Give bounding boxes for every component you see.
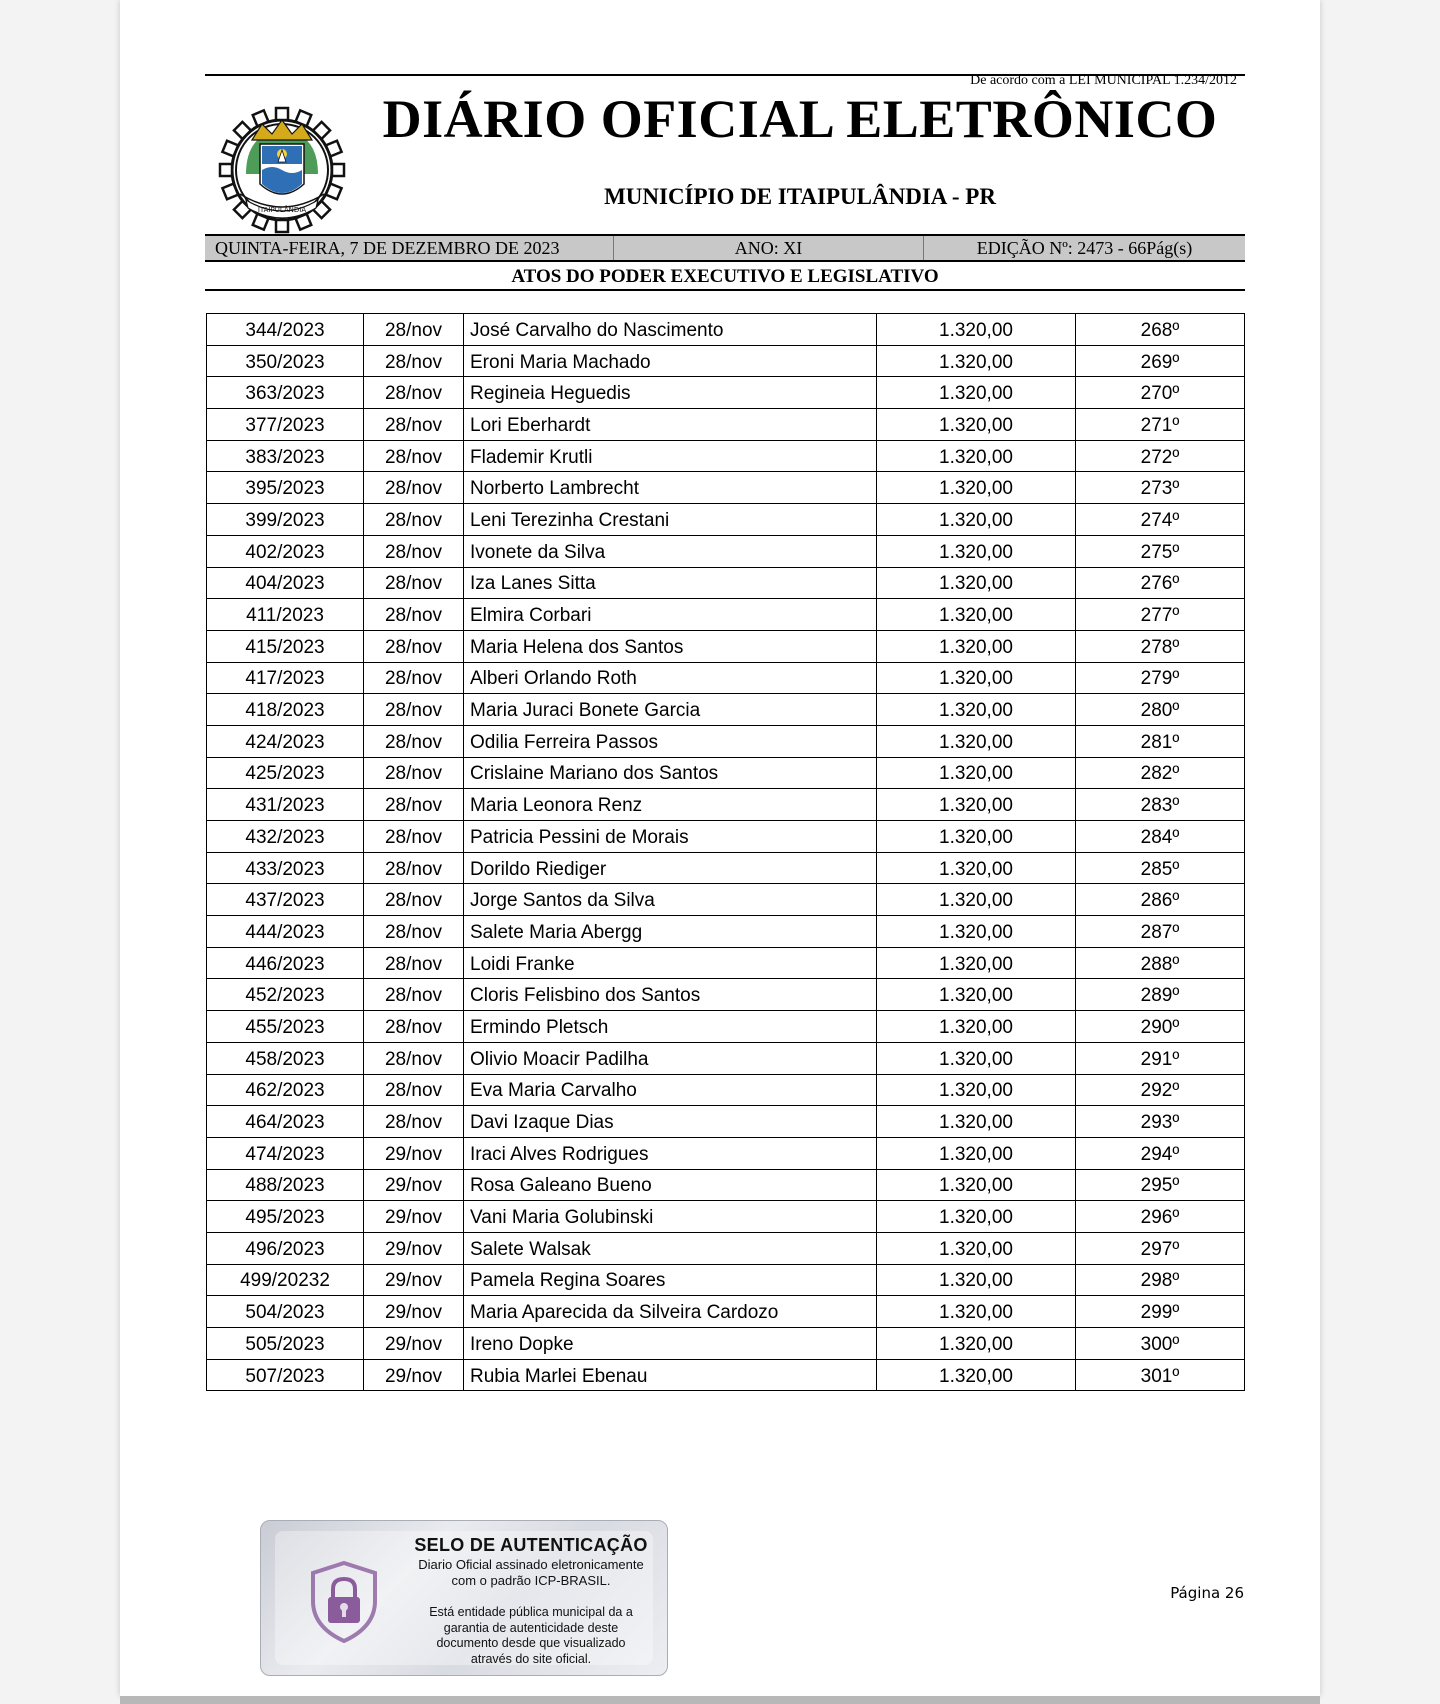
record-name: Maria Helena dos Santos [464, 630, 877, 662]
record-value: 1.320,00 [877, 662, 1076, 694]
record-date: 28/nov [364, 725, 464, 757]
table-row [207, 1296, 1245, 1328]
record-number: 496/2023 [207, 1232, 364, 1264]
record-date: 28/nov [364, 345, 464, 377]
record-value: 1.320,00 [877, 630, 1076, 662]
record-number: 424/2023 [207, 725, 364, 757]
record-name: Pamela Regina Soares [464, 1264, 877, 1296]
record-order: 293º [1076, 1106, 1245, 1138]
record-order: 295º [1076, 1169, 1245, 1201]
record-order: 271º [1076, 409, 1245, 441]
record-order: 285º [1076, 852, 1245, 884]
record-order: 277º [1076, 599, 1245, 631]
record-name: Ireno Dopke [464, 1328, 877, 1360]
table-row [207, 757, 1245, 789]
record-value: 1.320,00 [877, 821, 1076, 853]
record-date: 29/nov [364, 1359, 464, 1391]
record-number: 344/2023 [207, 314, 364, 346]
table-row [207, 567, 1245, 599]
record-number: 433/2023 [207, 852, 364, 884]
record-number: 350/2023 [207, 345, 364, 377]
record-number: 377/2023 [207, 409, 364, 441]
municipal-coat-of-arms-icon [216, 104, 348, 236]
record-value: 1.320,00 [877, 504, 1076, 536]
record-name: Alberi Orlando Roth [464, 662, 877, 694]
edition-number: EDIÇÃO Nº: 2473 - 66Pág(s) [976, 237, 1193, 258]
page-title: DIÁRIO OFICIAL ELETRÔNICO [382, 89, 1218, 149]
table-row [207, 979, 1245, 1011]
record-value: 1.320,00 [877, 567, 1076, 599]
record-value: 1.320,00 [877, 345, 1076, 377]
table-row [207, 1137, 1245, 1169]
table-row [207, 821, 1245, 853]
record-name: Norberto Lambrecht [464, 472, 877, 504]
record-date: 28/nov [364, 440, 464, 472]
record-value: 1.320,00 [877, 1042, 1076, 1074]
section-title: ATOS DO PODER EXECUTIVO E LEGISLATIVO [511, 266, 939, 287]
record-value: 1.320,00 [877, 314, 1076, 346]
record-value: 1.320,00 [877, 1296, 1076, 1328]
seal-body-text: Está entidade pública municipal da a garantia de autenticidade deste documento desde que visualizado através do site oficial. [429, 1605, 633, 1666]
padlock-shield-icon [309, 1561, 379, 1643]
record-value: 1.320,00 [877, 535, 1076, 567]
table-row [207, 314, 1245, 346]
record-date: 28/nov [364, 694, 464, 726]
record-name: Odilia Ferreira Passos [464, 725, 877, 757]
record-value: 1.320,00 [877, 440, 1076, 472]
record-name: Elmira Corbari [464, 599, 877, 631]
table-row [207, 852, 1245, 884]
record-order: 296º [1076, 1201, 1245, 1233]
section-rule [205, 289, 1245, 291]
record-date: 28/nov [364, 821, 464, 853]
table-row [207, 1169, 1245, 1201]
record-value: 1.320,00 [877, 1137, 1076, 1169]
table-row [207, 504, 1245, 536]
record-value: 1.320,00 [877, 757, 1076, 789]
record-number: 488/2023 [207, 1169, 364, 1201]
table-row [207, 1011, 1245, 1043]
record-value: 1.320,00 [877, 1011, 1076, 1043]
record-name: Cloris Felisbino dos Santos [464, 979, 877, 1011]
table-row [207, 1042, 1245, 1074]
record-value: 1.320,00 [877, 1232, 1076, 1264]
record-number: 458/2023 [207, 1042, 364, 1074]
record-value: 1.320,00 [877, 789, 1076, 821]
record-name: José Carvalho do Nascimento [464, 314, 877, 346]
record-date: 28/nov [364, 884, 464, 916]
record-number: 399/2023 [207, 504, 364, 536]
table-row [207, 1264, 1245, 1296]
record-name: Ivonete da Silva [464, 535, 877, 567]
record-value: 1.320,00 [877, 1264, 1076, 1296]
record-order: 279º [1076, 662, 1245, 694]
page-number: Página 26 [1170, 1584, 1244, 1602]
record-number: 444/2023 [207, 916, 364, 948]
record-order: 294º [1076, 1137, 1245, 1169]
record-date: 28/nov [364, 789, 464, 821]
record-number: 431/2023 [207, 789, 364, 821]
record-number: 383/2023 [207, 440, 364, 472]
record-value: 1.320,00 [877, 884, 1076, 916]
edition-year: ANO: XI [614, 236, 924, 260]
record-order: 280º [1076, 694, 1245, 726]
record-number: 452/2023 [207, 979, 364, 1011]
record-name: Leni Terezinha Crestani [464, 504, 877, 536]
record-name: Crislaine Mariano dos Santos [464, 757, 877, 789]
record-order: 298º [1076, 1264, 1245, 1296]
record-date: 28/nov [364, 535, 464, 567]
record-date: 28/nov [364, 947, 464, 979]
record-value: 1.320,00 [877, 599, 1076, 631]
record-number: 464/2023 [207, 1106, 364, 1138]
record-name: Eroni Maria Machado [464, 345, 877, 377]
record-date: 29/nov [364, 1296, 464, 1328]
record-value: 1.320,00 [877, 852, 1076, 884]
record-date: 29/nov [364, 1201, 464, 1233]
record-number: 495/2023 [207, 1201, 364, 1233]
record-date: 29/nov [364, 1169, 464, 1201]
table-row [207, 630, 1245, 662]
record-date: 28/nov [364, 377, 464, 409]
records-table [206, 313, 1245, 1391]
record-number: 437/2023 [207, 884, 364, 916]
record-date: 28/nov [364, 852, 464, 884]
record-date: 28/nov [364, 1011, 464, 1043]
record-order: 301º [1076, 1359, 1245, 1391]
record-value: 1.320,00 [877, 1106, 1076, 1138]
record-order: 290º [1076, 1011, 1245, 1043]
record-name: Rubia Marlei Ebenau [464, 1359, 877, 1391]
record-number: 402/2023 [207, 535, 364, 567]
record-order: 286º [1076, 884, 1245, 916]
table-row [207, 694, 1245, 726]
record-order: 284º [1076, 821, 1245, 853]
record-date: 28/nov [364, 1042, 464, 1074]
viewer-bottom-bar [120, 1696, 1320, 1704]
record-value: 1.320,00 [877, 694, 1076, 726]
record-value: 1.320,00 [877, 1201, 1076, 1233]
record-order: 275º [1076, 535, 1245, 567]
record-number: 404/2023 [207, 567, 364, 599]
record-date: 29/nov [364, 1328, 464, 1360]
table-row [207, 345, 1245, 377]
record-number: 415/2023 [207, 630, 364, 662]
record-date: 28/nov [364, 314, 464, 346]
record-order: 270º [1076, 377, 1245, 409]
record-date: 28/nov [364, 1074, 464, 1106]
record-order: 272º [1076, 440, 1245, 472]
table-row [207, 1232, 1245, 1264]
record-order: 300º [1076, 1328, 1245, 1360]
record-order: 269º [1076, 345, 1245, 377]
record-order: 283º [1076, 789, 1245, 821]
record-name: Olivio Moacir Padilha [464, 1042, 877, 1074]
table-row [207, 884, 1245, 916]
record-number: 418/2023 [207, 694, 364, 726]
record-name: Maria Leonora Renz [464, 789, 877, 821]
authentication-seal [260, 1520, 668, 1676]
record-date: 28/nov [364, 662, 464, 694]
record-date: 29/nov [364, 1137, 464, 1169]
table-row [207, 1074, 1245, 1106]
table-row [207, 599, 1245, 631]
document-page [120, 0, 1320, 1696]
record-number: 432/2023 [207, 821, 364, 853]
record-order: 281º [1076, 725, 1245, 757]
record-name: Salete Maria Abergg [464, 916, 877, 948]
record-date: 29/nov [364, 1264, 464, 1296]
record-order: 297º [1076, 1232, 1245, 1264]
record-number: 474/2023 [207, 1137, 364, 1169]
table-row [207, 440, 1245, 472]
record-value: 1.320,00 [877, 1074, 1076, 1106]
record-name: Rosa Galeano Bueno [464, 1169, 877, 1201]
record-number: 455/2023 [207, 1011, 364, 1043]
record-name: Dorildo Riediger [464, 852, 877, 884]
municipality-subtitle: MUNICÍPIO DE ITAIPULÂNDIA - PR [604, 184, 996, 209]
record-number: 363/2023 [207, 377, 364, 409]
record-value: 1.320,00 [877, 472, 1076, 504]
record-value: 1.320,00 [877, 1359, 1076, 1391]
record-date: 28/nov [364, 472, 464, 504]
record-date: 28/nov [364, 1106, 464, 1138]
record-order: 291º [1076, 1042, 1245, 1074]
table-row [207, 1201, 1245, 1233]
record-name: Lori Eberhardt [464, 409, 877, 441]
table-row [207, 725, 1245, 757]
record-number: 462/2023 [207, 1074, 364, 1106]
record-order: 274º [1076, 504, 1245, 536]
table-row [207, 1328, 1245, 1360]
record-value: 1.320,00 [877, 1328, 1076, 1360]
record-name: Vani Maria Golubinski [464, 1201, 877, 1233]
record-name: Davi Izaque Dias [464, 1106, 877, 1138]
record-order: 278º [1076, 630, 1245, 662]
record-value: 1.320,00 [877, 1169, 1076, 1201]
record-order: 299º [1076, 1296, 1245, 1328]
table-row [207, 947, 1245, 979]
table-row [207, 535, 1245, 567]
record-number: 425/2023 [207, 757, 364, 789]
law-note: De acordo com a LEI MUNICIPAL 1.234/2012 [970, 73, 1237, 88]
record-date: 28/nov [364, 599, 464, 631]
record-date: 28/nov [364, 409, 464, 441]
record-date: 28/nov [364, 979, 464, 1011]
record-date: 28/nov [364, 504, 464, 536]
record-date: 28/nov [364, 916, 464, 948]
record-name: Iza Lanes Sitta [464, 567, 877, 599]
record-name: Eva Maria Carvalho [464, 1074, 877, 1106]
record-number: 505/2023 [207, 1328, 364, 1360]
record-number: 417/2023 [207, 662, 364, 694]
record-name: Regineia Heguedis [464, 377, 877, 409]
seal-line-1: Diario Oficial assinado eletronicamente [418, 1557, 644, 1572]
record-number: 499/20232 [207, 1264, 364, 1296]
record-date: 28/nov [364, 567, 464, 599]
record-value: 1.320,00 [877, 377, 1076, 409]
record-number: 395/2023 [207, 472, 364, 504]
edition-date: QUINTA-FEIRA, 7 DE DEZEMBRO DE 2023 [205, 236, 614, 260]
record-date: 29/nov [364, 1232, 464, 1264]
record-value: 1.320,00 [877, 916, 1076, 948]
record-date: 28/nov [364, 630, 464, 662]
table-row [207, 409, 1245, 441]
record-order: 276º [1076, 567, 1245, 599]
record-name: Jorge Santos da Silva [464, 884, 877, 916]
edition-info-bar [205, 234, 1245, 262]
record-number: 507/2023 [207, 1359, 364, 1391]
table-row [207, 377, 1245, 409]
record-order: 282º [1076, 757, 1245, 789]
table-row [207, 1106, 1245, 1138]
record-order: 273º [1076, 472, 1245, 504]
record-order: 288º [1076, 947, 1245, 979]
record-order: 268º [1076, 314, 1245, 346]
record-name: Maria Aparecida da Silveira Cardozo [464, 1296, 877, 1328]
record-value: 1.320,00 [877, 409, 1076, 441]
logo-ribbon-text: ITAIPULÂNDIA [257, 206, 307, 214]
record-number: 504/2023 [207, 1296, 364, 1328]
record-number: 446/2023 [207, 947, 364, 979]
seal-title: SELO DE AUTENTICAÇÃO [414, 1535, 648, 1555]
record-name: Patricia Pessini de Morais [464, 821, 877, 853]
record-name: Iraci Alves Rodrigues [464, 1137, 877, 1169]
seal-line-2: com o padrão ICP-BRASIL. [451, 1573, 611, 1588]
record-date: 28/nov [364, 757, 464, 789]
table-row [207, 789, 1245, 821]
record-value: 1.320,00 [877, 725, 1076, 757]
record-name: Ermindo Pletsch [464, 1011, 877, 1043]
record-name: Flademir Krutli [464, 440, 877, 472]
record-name: Salete Walsak [464, 1232, 877, 1264]
record-order: 289º [1076, 979, 1245, 1011]
table-row [207, 472, 1245, 504]
record-name: Loidi Franke [464, 947, 877, 979]
record-number: 411/2023 [207, 599, 364, 631]
record-order: 287º [1076, 916, 1245, 948]
table-row [207, 1359, 1245, 1391]
table-row [207, 916, 1245, 948]
record-value: 1.320,00 [877, 947, 1076, 979]
record-order: 292º [1076, 1074, 1245, 1106]
record-name: Maria Juraci Bonete Garcia [464, 694, 877, 726]
table-row [207, 662, 1245, 694]
record-value: 1.320,00 [877, 979, 1076, 1011]
